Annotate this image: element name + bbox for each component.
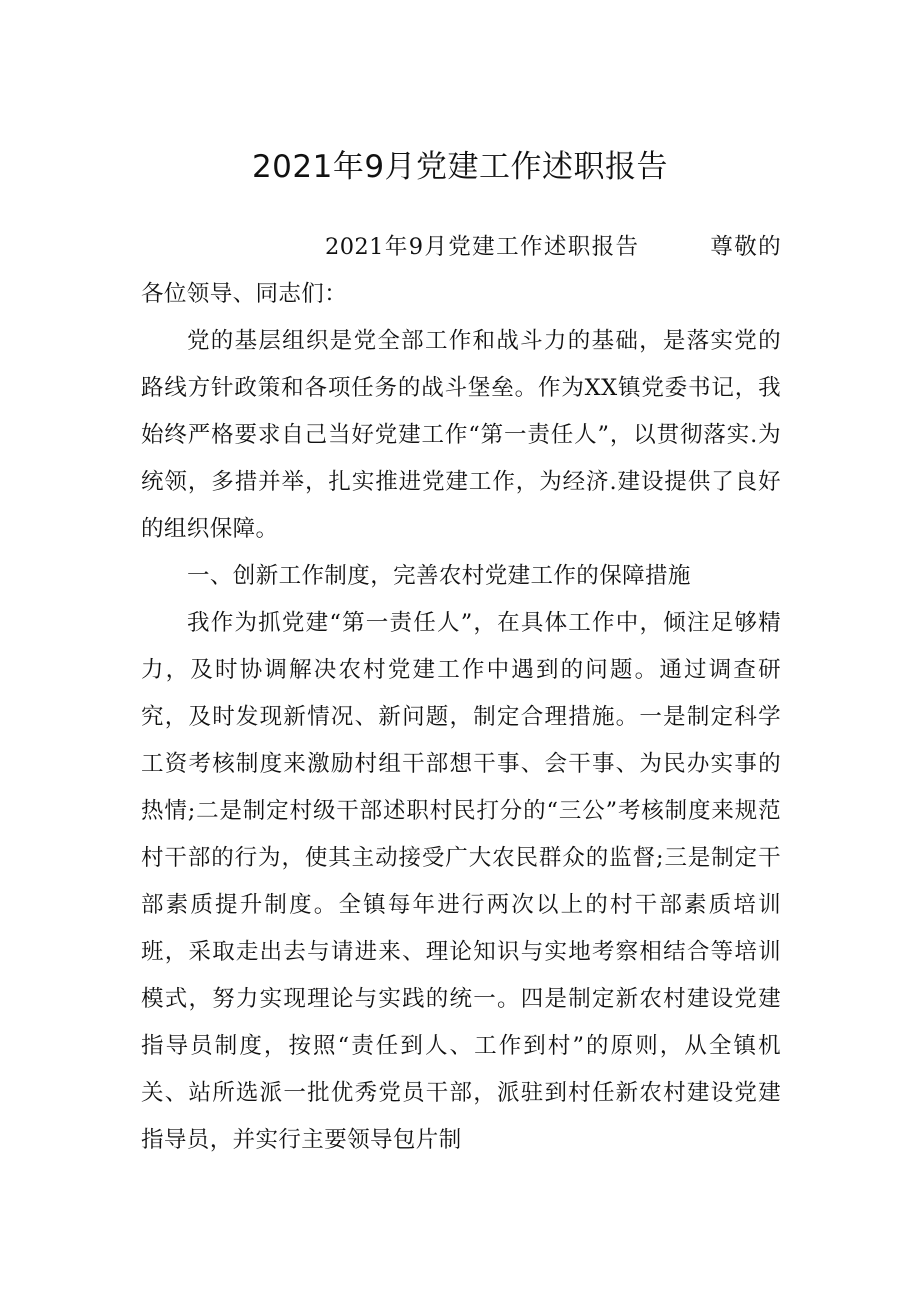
- paragraph-intro: 党的基层组织是党全部工作和战斗力的基础，是落实党的路线方针政策和各项任务的战斗堡垒。作为XX镇党委书记，我始终严格要求自己当好党建工作“第一责任人”，以贯彻落实.为统领，多措并举，扎实推进党建工作，为经济.建设提供了良好的组织保障。: [141, 328, 781, 542]
- opening-paragraph: [141, 224, 781, 318]
- document-title: 2021年9月党建工作述职报告: [251, 149, 669, 185]
- document-body: [141, 224, 781, 1164]
- paragraph-section-1: 我作为抓党建“第一责任人”，在具体工作中，倾注足够精力，及时协调解决农村党建工作中遇到的问题。通过调查研究，及时发现新情况、新问题，制定合理措施。一是制定科学工资考核制度来激励村组干部想干事、会干事、为民办实事的热情;二是制定村级干部述职村民打分的“三公”考核制度来规范村干部的行为，使其主动接受广大农民群众的监督;三是制定干部素质提升制度。全镇每年进行两次以上的村干部素质培训班，采取走出去与请进来、理论知识与实地考察相结合等培训模式，努力实现理论与实践的统一。四是制定新农村建设党建指导员制度，按照“责任到人、工作到村”的原则，从全镇机关、站所选派一批优秀党员干部，派驻到村任新农村建设党建指导员，并实行主要领导包片制: [141, 610, 781, 1153]
- salutation: 尊敬的各位领导、同志们：: [141, 234, 782, 307]
- section-heading-1: 一、创新工作制度，完善农村党建工作的保障措施: [187, 563, 691, 589]
- opening-repeat-title: 2021年9月党建工作述职报告: [325, 234, 640, 260]
